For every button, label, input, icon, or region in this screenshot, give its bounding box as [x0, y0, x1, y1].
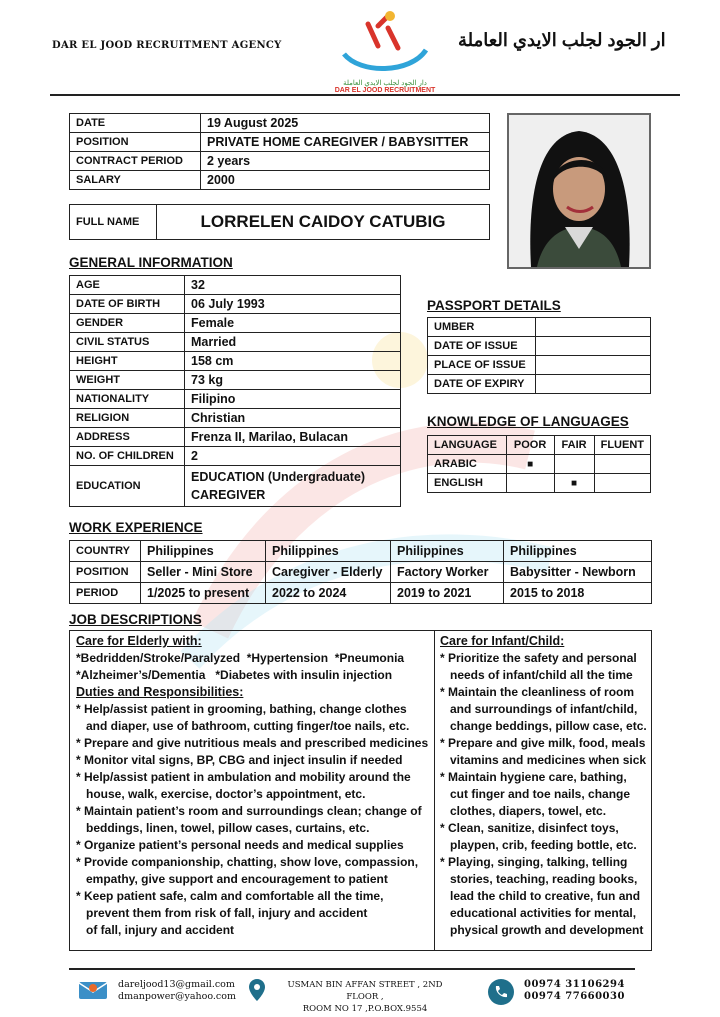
duty-line: house, walk, exercise, doctor’s appointment, etc.	[76, 787, 366, 801]
work-label: POSITION	[70, 562, 141, 583]
passport-label: PLACE OF ISSUE	[428, 356, 536, 375]
summary-label: SALARY	[70, 171, 201, 190]
passport-value	[536, 375, 651, 394]
general-row	[70, 428, 401, 447]
general-value: Christian	[185, 409, 401, 428]
duty-line: * Monitor vital signs, BP, CBG and inject insulin if needed	[76, 753, 403, 767]
summary-row	[70, 171, 490, 190]
passport-row	[428, 337, 651, 356]
job-descriptions-heading: JOB DESCRIPTIONS	[69, 612, 202, 627]
duty-line: * Maintain patient’s room and surroundings clean; change of	[76, 804, 422, 818]
language-name: ENGLISH	[428, 474, 507, 493]
footer-email-2: dmanpower@yahoo.com	[118, 991, 236, 1002]
agency-name-en: DAR EL JOOD RECRUITMENT AGENCY	[52, 40, 282, 51]
passport-value	[536, 318, 651, 337]
education-line-1: EDUCATION (Undergraduate)	[191, 470, 366, 484]
footer-address-1: USMAN BIN AFFAN STREET , 2ND FLOOR ,	[287, 980, 443, 1002]
general-value: 06 July 1993	[185, 295, 401, 314]
duty-line: * Prepare and give nutritious meals and prescribed medicines	[76, 736, 429, 750]
infant-duty-line: and surroundings of infant/child,	[440, 702, 638, 716]
infant-duty-line: * Prepare and give milk, food, meals	[440, 736, 646, 750]
language-poor-mark	[506, 474, 554, 493]
education-label: EDUCATION	[70, 466, 185, 507]
elderly-care-heading: Care for Elderly with:	[76, 634, 202, 648]
general-row	[70, 371, 401, 390]
infant-duty-line: educational activities for mental,	[440, 906, 637, 920]
infant-duty-line: * Maintain hygiene care, bathing,	[440, 770, 627, 784]
footer-emails	[118, 979, 236, 1003]
infant-duty-line: cut finger and toe nails, change	[440, 787, 631, 801]
summary-label: POSITION	[70, 133, 201, 152]
footer-phones	[524, 979, 625, 1003]
education-line-2: CAREGIVER	[191, 488, 266, 502]
passport-heading: PASSPORT DETAILS	[427, 298, 561, 313]
general-value: 73 kg	[185, 371, 401, 390]
work-label: PERIOD	[70, 583, 141, 604]
language-fluent-mark	[594, 455, 650, 474]
work-period: 2022 to 2024	[266, 583, 391, 604]
agency-logo	[330, 4, 440, 96]
footer-phone-2: 00974 77660030	[524, 991, 625, 1002]
header-divider	[50, 94, 680, 96]
infant-duty-line: vitamins and medicines when sick	[440, 753, 647, 767]
general-value: Frenza II, Marilao, Bulacan	[185, 428, 401, 447]
summary-value: 2 years	[201, 152, 490, 171]
general-value: Female	[185, 314, 401, 333]
work-position: Babysitter - Newborn	[504, 562, 652, 583]
lang-col-header: LANGUAGE	[428, 436, 507, 455]
work-country: Philippines	[504, 541, 652, 562]
general-value: Filipino	[185, 390, 401, 409]
location-pin-icon	[248, 978, 266, 1002]
duty-line: and diaper, use of bathroom, cutting finger/toe nails, etc.	[76, 719, 410, 733]
work-heading: WORK EXPERIENCE	[69, 520, 203, 535]
general-row	[70, 409, 401, 428]
general-row	[70, 447, 401, 466]
work-period: 2015 to 2018	[504, 583, 652, 604]
full-name-value: LORRELEN CAIDOY CATUBIG	[157, 205, 490, 240]
lang-col-header: POOR	[506, 436, 554, 455]
elderly-conditions-2: *Alzheimer’s/Dementia *Diabetes with insulin injection	[76, 668, 393, 682]
duty-line: * Provide companionship, chatting, show love, compassion,	[76, 855, 419, 869]
general-row	[70, 333, 401, 352]
languages-table	[427, 435, 651, 493]
work-row-position	[70, 562, 652, 583]
general-row	[70, 466, 401, 507]
duties-heading: Duties and Responsibilities:	[76, 685, 244, 699]
general-row	[70, 352, 401, 371]
lang-col-header: FLUENT	[594, 436, 650, 455]
general-row	[70, 276, 401, 295]
duty-line: * Keep patient safe, calm and comfortable all the time,	[76, 889, 384, 903]
work-position: Caregiver - Elderly	[266, 562, 391, 583]
infant-duty-line: clothes, diapers, towel, etc.	[440, 804, 607, 818]
general-info-heading: GENERAL INFORMATION	[69, 255, 233, 270]
infant-duty-line: * Prioritize the safety and personal	[440, 651, 637, 665]
general-value: 2	[185, 447, 401, 466]
elderly-care-section	[76, 633, 432, 939]
person-photo-icon	[509, 115, 649, 267]
passport-row	[428, 318, 651, 337]
work-row-country	[70, 541, 652, 562]
language-row	[428, 455, 651, 474]
logo-figure-icon	[330, 4, 440, 74]
work-position: Factory Worker	[391, 562, 504, 583]
passport-row	[428, 375, 651, 394]
duty-line: of fall, injury and accident	[76, 923, 235, 937]
duty-line: * Organize patient’s personal needs and medical supplies	[76, 838, 404, 852]
languages-heading: KNOWLEDGE OF LANGUAGES	[427, 414, 629, 429]
duty-line: prevent them from risk of fall, injury and accident	[76, 906, 368, 920]
language-fair-mark: ■	[554, 474, 594, 493]
general-label: CIVIL STATUS	[70, 333, 185, 352]
general-label: WEIGHT	[70, 371, 185, 390]
work-country: Philippines	[391, 541, 504, 562]
general-label: HEIGHT	[70, 352, 185, 371]
job-column-divider	[434, 631, 435, 950]
agency-name-ar: ار الجود لجلب الايدي العاملة	[458, 30, 666, 50]
general-row	[70, 314, 401, 333]
infant-duty-line: * Clean, sanitize, disinfect toys,	[440, 821, 619, 835]
summary-row	[70, 152, 490, 171]
lang-col-header: FAIR	[554, 436, 594, 455]
infant-duty-line: stories, teaching, reading books,	[440, 872, 638, 886]
general-row	[70, 390, 401, 409]
duty-line: * Help/assist patient in ambulation and mobility around the	[76, 770, 411, 784]
work-period: 2019 to 2021	[391, 583, 504, 604]
infant-duty-line: physical growth and development	[440, 923, 644, 937]
language-poor-mark: ■	[506, 455, 554, 474]
summary-table	[69, 113, 490, 190]
infant-duty-line: playpen, crib, feeding bottle, etc.	[440, 838, 637, 852]
infant-duty-line: change beddings, pillow case, etc.	[440, 719, 647, 733]
summary-row	[70, 133, 490, 152]
general-label: GENDER	[70, 314, 185, 333]
phone-icon	[487, 978, 515, 1006]
work-country: Philippines	[266, 541, 391, 562]
duty-line: beddings, linen, towel, pillow cases, curtains, etc.	[76, 821, 370, 835]
logo-text-ar: دار الجود لجلب الايدي العاملة	[343, 80, 427, 87]
infant-duty-line: * Playing, singing, talking, telling	[440, 855, 628, 869]
summary-value: PRIVATE HOME CAREGIVER / BABYSITTER	[201, 133, 490, 152]
general-label: ADDRESS	[70, 428, 185, 447]
infant-duty-line: lead the child to creative, fun and	[440, 889, 641, 903]
language-fair-mark	[554, 455, 594, 474]
candidate-photo	[507, 113, 651, 269]
work-country: Philippines	[141, 541, 266, 562]
footer-address-2: ROOM NO 17 ,P.O.BOX.9554	[302, 1004, 428, 1014]
footer-email-1: dareljood13@gmail.com	[118, 979, 235, 990]
duty-line: * Help/assist patient in grooming, bathing, change clothes	[76, 702, 407, 716]
summary-value: 19 August 2025	[201, 114, 490, 133]
general-label: RELIGION	[70, 409, 185, 428]
general-row	[70, 295, 401, 314]
summary-label: CONTRACT PERIOD	[70, 152, 201, 171]
work-position: Seller - Mini Store	[141, 562, 266, 583]
language-name: ARABIC	[428, 455, 507, 474]
language-fluent-mark	[594, 474, 650, 493]
languages-header-row	[428, 436, 651, 455]
footer-phone-1: 00974 31106294	[524, 979, 625, 990]
work-row-period	[70, 583, 652, 604]
general-info-table	[69, 275, 401, 507]
passport-value	[536, 337, 651, 356]
full-name-label: FULL NAME	[70, 205, 157, 240]
general-value: 32	[185, 276, 401, 295]
language-row	[428, 474, 651, 493]
infant-care-section	[440, 633, 652, 939]
duty-line: empathy, give support and encouragement to patient	[76, 872, 388, 886]
infant-duty-line: needs of infant/child all the time	[440, 668, 633, 682]
summary-label: DATE	[70, 114, 201, 133]
summary-value: 2000	[201, 171, 490, 190]
footer-divider	[69, 968, 635, 970]
job-descriptions-box	[69, 630, 652, 951]
work-period: 1/2025 to present	[141, 583, 266, 604]
logo-text-en: DAR EL JOOD RECRUITMENT	[334, 87, 436, 94]
passport-label: UMBER	[428, 318, 536, 337]
general-value: 158 cm	[185, 352, 401, 371]
infant-care-heading: Care for Infant/Child:	[440, 634, 565, 648]
elderly-conditions-1: *Bedridden/Stroke/Paralyzed *Hypertension *Pneumonia	[76, 651, 405, 665]
work-table	[69, 540, 652, 604]
full-name-table	[69, 204, 490, 240]
passport-table	[427, 317, 651, 394]
work-label: COUNTRY	[70, 541, 141, 562]
general-label: DATE OF BIRTH	[70, 295, 185, 314]
passport-label: DATE OF EXPIRY	[428, 375, 536, 394]
general-label: NATIONALITY	[70, 390, 185, 409]
infant-duty-line: * Maintain the cleanliness of room	[440, 685, 635, 699]
passport-label: DATE OF ISSUE	[428, 337, 536, 356]
general-label: AGE	[70, 276, 185, 295]
general-value: Married	[185, 333, 401, 352]
passport-value	[536, 356, 651, 375]
passport-row	[428, 356, 651, 375]
general-label: NO. OF CHILDREN	[70, 447, 185, 466]
summary-row	[70, 114, 490, 133]
email-icon	[78, 980, 108, 1000]
footer-address	[275, 979, 455, 1015]
